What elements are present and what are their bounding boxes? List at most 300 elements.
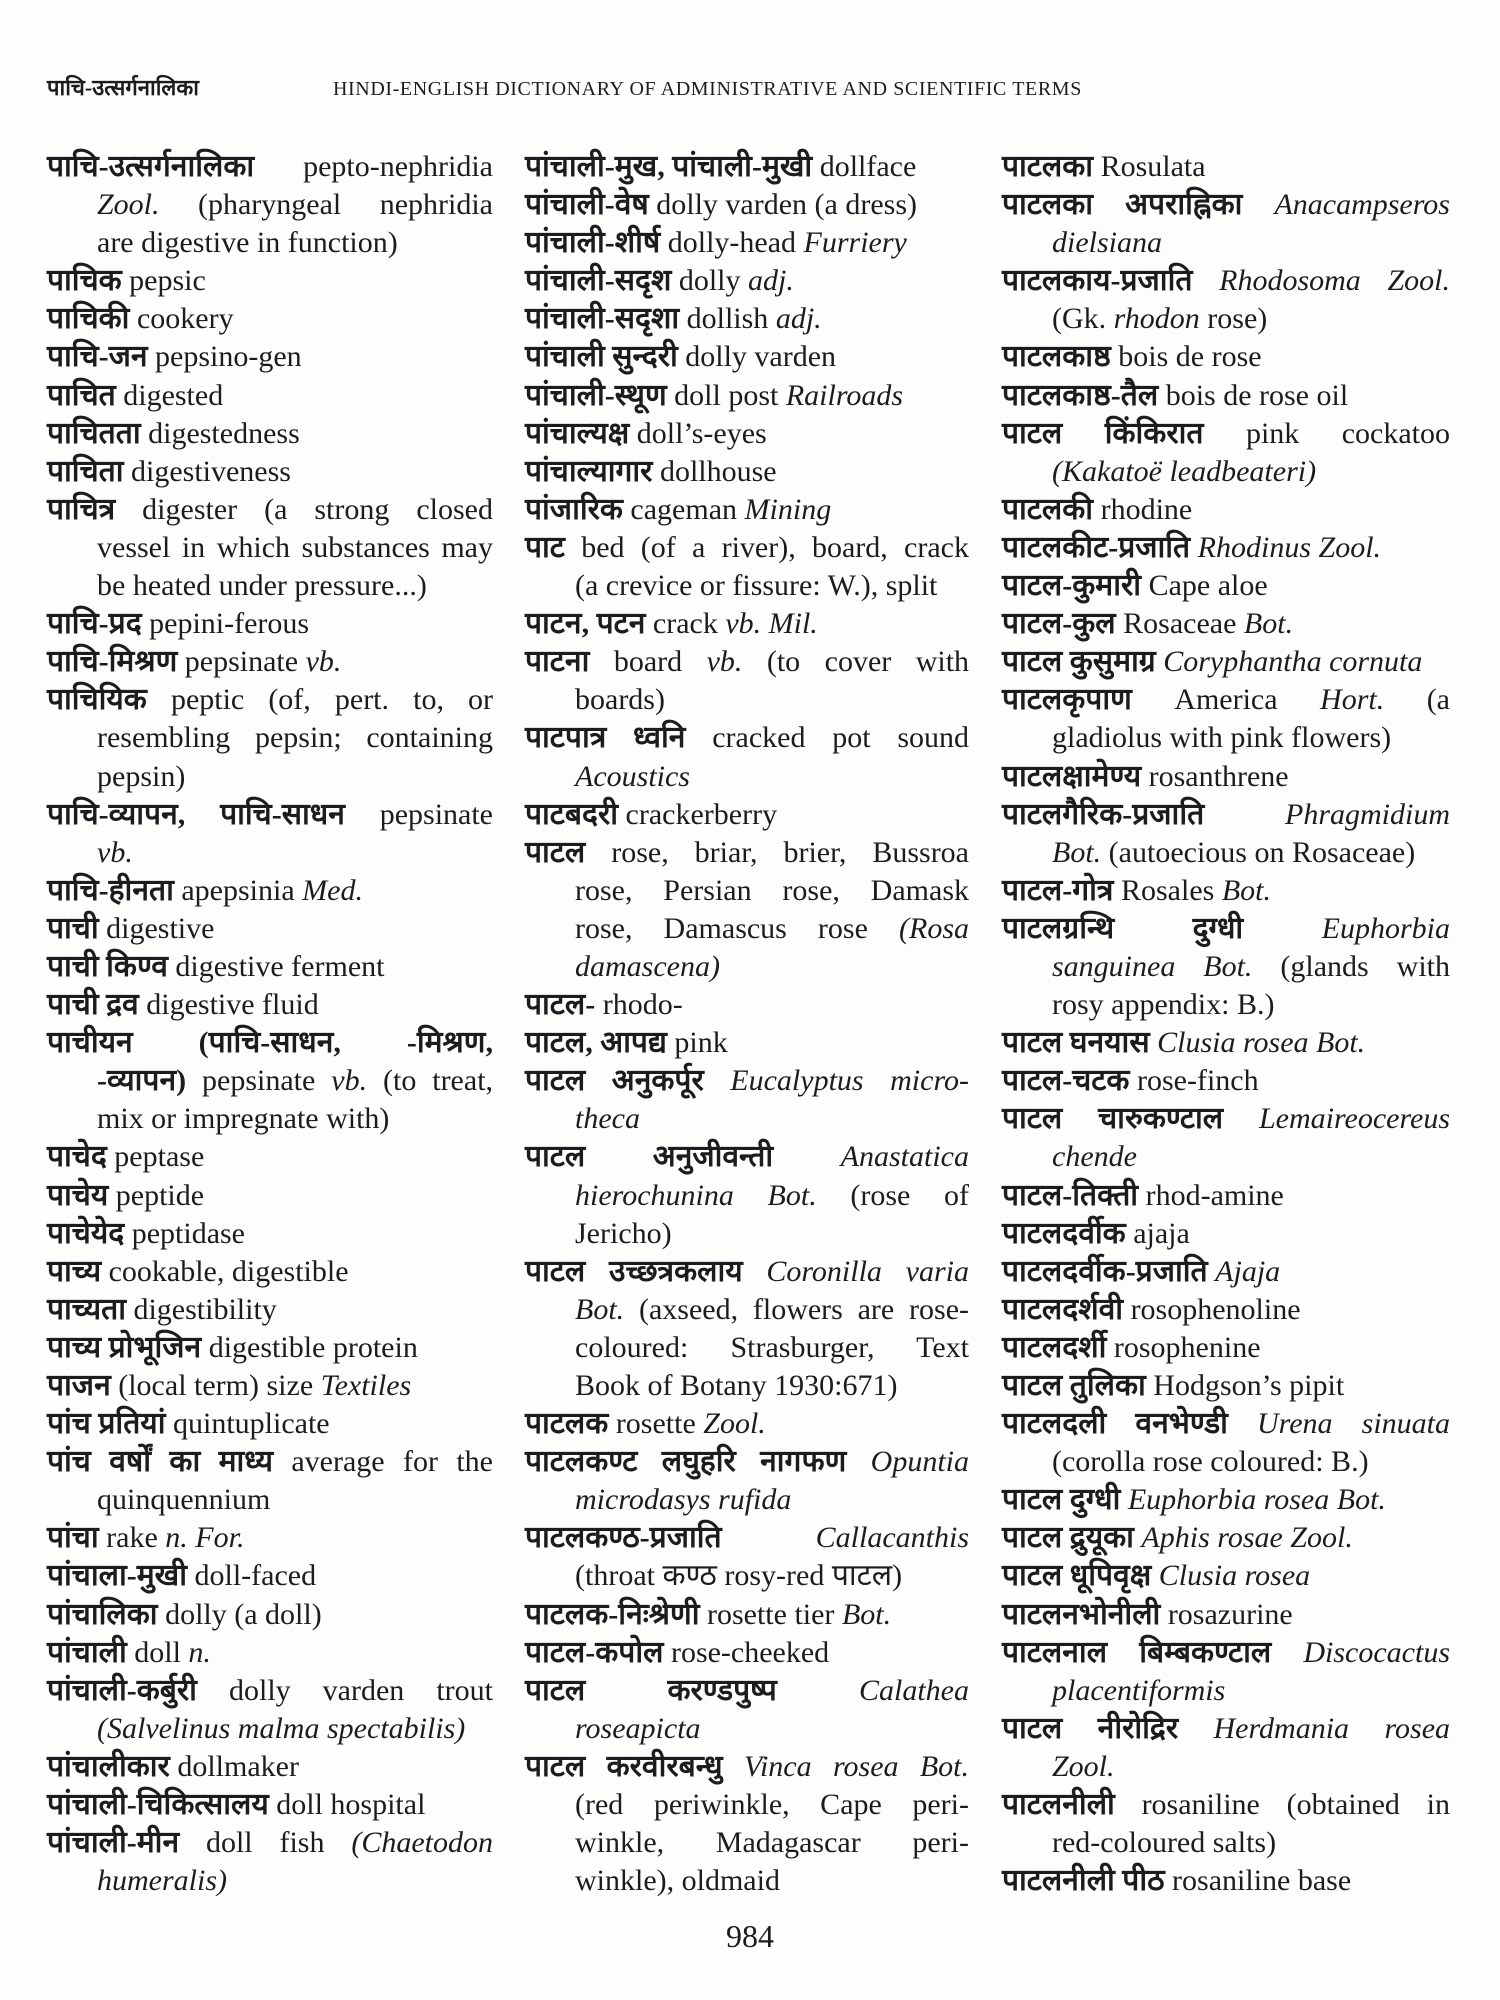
definition-text: (red periwinkle, Cape peri- [575,1788,969,1822]
headword: पांचाली-मीन [47,1826,180,1860]
definition-text: pepsinate [184,645,299,679]
entry-line [525,872,969,910]
entry-line [1002,1291,1450,1329]
headword: पाच्यता [47,1292,126,1326]
headword: पाटल अनुकर्पूर [525,1064,704,1098]
entry-line [525,1215,969,1253]
definition-text: digestive [106,911,215,945]
headword: पाटल- [525,988,596,1022]
italic-label: Urena sinuata [1257,1407,1451,1441]
definition-text: digestiveness [131,454,291,488]
headword: पाटल उच्छत्रकलाय [525,1254,743,1288]
entry-line [1002,872,1450,910]
entry-line [525,1405,969,1443]
dictionary-entry [47,1367,493,1405]
headword: पाटल-तिक्ती [1002,1178,1139,1212]
entry-line [525,719,969,757]
dictionary-entry [47,796,493,872]
headword: पाचि-उत्सर्गनालिका [47,150,255,183]
page-number: 984 [726,1918,774,1954]
italic-label: n. [188,1635,211,1669]
headword: पांचाली-सदृश [525,264,672,298]
italic-label: Phragmidium [1285,797,1450,831]
headword: पाच्य प्रोभूजिन [47,1330,202,1364]
headword: पाट [525,530,565,564]
entry-line [47,1291,493,1329]
headword: पाटल करवीरबन्धु [525,1749,723,1783]
definition-text: Rosaceae [1123,607,1237,641]
italic-label: (Salvelinus malma spectabilis) [97,1711,466,1745]
definition-text: rose, briar, brier, Bussroa [611,835,970,869]
entry-line [1002,1862,1450,1900]
entry-line [525,1253,969,1291]
dictionary-entry [525,453,969,491]
entry-line [525,529,969,567]
headword: पांचा [47,1521,99,1555]
definition-text: rosazurine [1167,1597,1293,1631]
entry-line [525,796,969,834]
definition-text: quinquennium [97,1483,271,1517]
italic-label: (Rosa [899,911,969,945]
definition-text: doll hospital [276,1788,426,1822]
headword: पाटलक्षामेण्य [1002,759,1142,793]
headword: पांचाल्यागार [525,454,653,488]
dictionary-entry [525,719,969,795]
dictionary-entry [525,1634,969,1672]
dictionary-entry [1002,796,1450,872]
headword: पाटलनाल बिम्बकण्टाल [1002,1635,1272,1669]
italic-label: damascena) [575,949,720,983]
dictionary-entry [1002,1329,1450,1367]
dictionary-entry [1002,1215,1450,1253]
definition-text: (corolla rose coloured: B.) [1052,1445,1369,1479]
italic-label: Discocactus [1303,1635,1451,1669]
italic-label: vb. Mil. [725,607,818,641]
dictionary-entry [525,148,969,186]
dictionary-entry [47,148,493,262]
dictionary-entry [1002,1024,1450,1062]
entry-line [47,1329,493,1367]
headword: पाचीयन (पाचि-साधन, -मिश्रण, [47,1026,493,1060]
headword: पाचि-व्यापन, पाचि-साधन [47,797,345,831]
dictionary-entry [1002,1405,1450,1481]
dictionary-entry [47,1786,493,1824]
entry-line [1002,224,1450,262]
dictionary-entry [525,377,969,415]
dictionary-entry [525,224,969,262]
entry-line [47,1253,493,1291]
entry-line [47,529,493,567]
italic-label: Acoustics [575,759,690,793]
dictionary-entry [1002,1100,1450,1176]
definition-text: pink [674,1026,728,1060]
dictionary-entry [47,491,493,605]
dictionary-entry [1002,1710,1450,1786]
headword: पाचि-जन [47,340,148,374]
italic-label: Textiles [320,1369,412,1402]
entry-line [1002,681,1450,719]
headword: पांचाल्यक्ष [525,416,630,450]
dictionary-entry [525,415,969,453]
entry-line [47,758,493,796]
dictionary-entry [525,1748,969,1900]
italic-label: Anastatica [840,1140,969,1174]
definition-text: digestedness [148,416,300,450]
italic-label: adj. [748,264,794,298]
definition-text: (autoecious on Rosaceae) [1108,835,1416,869]
dictionary-entry [525,1596,969,1634]
entry-line [1002,910,1450,948]
column-3 [1002,148,1450,1900]
definition-text: rosette [615,1407,696,1441]
entry-line [47,1405,493,1443]
entry-line [525,605,969,643]
definition-text: pepsic [129,264,206,298]
dictionary-entry [1002,1786,1450,1862]
headword: पाटलकी [1002,492,1094,526]
definition-text: peptidase [131,1216,245,1250]
dictionary-entry [47,1138,493,1176]
dictionary-entry [47,1824,493,1900]
entry-line [47,1824,493,1862]
dictionary-entry [47,986,493,1024]
headword: पाटलकीट-प्रजाति [1002,530,1191,564]
definition-text: (a crevice or fissure: W.), split [575,569,938,603]
headword: पाटल घनयास [1002,1026,1150,1060]
entry-line [1002,1824,1450,1862]
italic-label: vb. [331,1064,368,1098]
italic-label: Euphorbia rosea Bot. [1127,1483,1386,1517]
headword: पाटलग्रन्थि दुग्धी [1002,911,1244,945]
dictionary-entry [47,910,493,948]
definition-text: dollface [819,150,917,183]
headword: पाटलदर्शी [1002,1330,1107,1364]
headword: पाटल किंकिरात [1002,416,1204,450]
entry-line [1002,1481,1450,1519]
entry-line [47,605,493,643]
italic-label: Bot. [1221,873,1271,907]
entry-line [47,148,493,186]
entry-line [525,1367,969,1405]
definition-text: vessel in which substances may [97,530,493,564]
dictionary-entry [47,1596,493,1634]
entry-line [47,1634,493,1672]
headword: पाटलगैरिक-प्रजाति [1002,797,1205,831]
definition-text: dolly (a doll) [165,1597,322,1631]
entry-line [1002,1672,1450,1710]
definition-text: dollmaker [177,1749,299,1783]
italic-label: roseapicta [575,1711,701,1745]
italic-label: placentiformis [1052,1673,1226,1707]
entry-line [47,796,493,834]
definition-text: doll fish [205,1826,325,1860]
dictionary-entry [1002,1367,1450,1405]
dictionary-entry [525,262,969,300]
dictionary-entry [1002,758,1450,796]
headword: पांचाला-मुखी [47,1559,187,1593]
entry-line [1002,719,1450,757]
dictionary-entry [47,872,493,910]
italic-label: Bot. [1243,607,1294,641]
definition-text: peptide [115,1178,205,1212]
entry-line [525,1062,969,1100]
definition-text: rosy appendix: B.) [1052,988,1275,1022]
dictionary-entry [1002,1062,1450,1100]
dictionary-entry [47,262,493,300]
definition-text: board [613,645,683,679]
entry-line [1002,262,1450,300]
headword: पाटन, पटन [525,607,646,641]
definition-text: crack [652,607,718,641]
dictionary-entry [47,1177,493,1215]
headword: पाटल करण्डपुष्प [525,1673,777,1707]
definition-text: (glands with [1280,949,1450,983]
definition-text: (pharyngeal nephridia [197,188,493,222]
entry-line [1002,834,1450,872]
definition-text: (to treat, [383,1064,494,1098]
headword: पाटल [525,835,586,869]
entry-line [1002,1519,1450,1557]
definition-text: dolly-head [667,226,797,260]
entry-line [525,910,969,948]
entry-line [1002,1329,1450,1367]
dictionary-entry [525,1062,969,1138]
definition-text: Jericho) [575,1216,672,1250]
definition-text: dollish [686,302,769,336]
dictionary-entry [525,986,969,1024]
entry-line [47,1672,493,1710]
entry-line [525,377,969,415]
headword: पाटना [525,645,590,679]
dictionary-entry [1002,148,1450,186]
entry-line [47,1748,493,1786]
headword: पांच प्रतियां [47,1407,166,1441]
definition-text: cracked pot sound [712,721,970,755]
entry-line [1002,415,1450,453]
dictionary-entry [47,605,493,643]
italic-label: Railroads [785,378,904,412]
headword: पाटलकाय-प्रजाति [1002,264,1193,298]
dictionary-entry [1002,377,1450,415]
italic-label: vb. [706,645,743,679]
headword: पाटल दुग्धी [1002,1483,1121,1517]
headword: पाचेय [47,1178,109,1212]
dictionary-entry [1002,1862,1450,1900]
headword: पाटलक [525,1407,609,1441]
definition-text: quintuplicate [172,1407,330,1441]
headword: पाटल-गोत्र [1002,873,1114,907]
italic-label: Coryphantha cornuta [1163,645,1423,679]
definition-text: bois de rose oil [1165,378,1349,412]
entry-line [47,1138,493,1176]
italic-label: Zool. [1052,1749,1115,1783]
headword: पाचियिक [47,683,147,717]
entry-line [525,1634,969,1672]
headword: पाटल-कुमारी [1002,569,1142,603]
definition-text: red-coloured salts) [1052,1826,1277,1860]
headword: पांचाली-सदृशा [525,302,680,336]
entry-line [1002,1710,1450,1748]
dictionary-entry [1002,262,1450,338]
italic-label: Eucalyptus micro- [730,1064,969,1098]
dictionary-entry [1002,1481,1450,1519]
definition-text: rhodine [1100,492,1193,526]
column-2 [525,148,969,1900]
definition-text: dollhouse [659,454,777,488]
headword: पांचाली-मुख, पांचाली-मुखी [525,150,813,183]
definition-text: rose-cheeked [670,1635,830,1669]
italic-label: Bot. [1052,835,1102,869]
italic-label: Aphis rosae Zool. [1141,1521,1353,1555]
dictionary-entry [1002,1596,1450,1634]
headword: पाटल, आपद्य [525,1026,667,1060]
definition-text: pepsin) [97,759,186,793]
dictionary-entry [47,948,493,986]
devanagari-gloss: पाटल) [831,1559,903,1593]
entry-line [47,1024,493,1062]
definition-text: (to cover with [766,645,970,679]
devanagari-gloss: कण्ठ [662,1559,717,1593]
definition-text: doll [134,1635,181,1669]
italic-label: chende [1052,1140,1137,1174]
entry-line [525,224,969,262]
dictionary-entry [525,1405,969,1443]
definition-text: ajaja [1133,1216,1190,1250]
headword: पांच वर्षों का माध्य [47,1445,273,1479]
entry-line [1002,453,1450,491]
definition-text: doll-faced [194,1559,317,1593]
entry-line [47,643,493,681]
definition-text: dolly [678,264,741,298]
definition-text: digestible protein [208,1330,418,1364]
dictionary-entry [1002,1634,1450,1710]
definition-text: rake [106,1521,158,1555]
italic-label: Clusia rosea Bot. [1157,1026,1366,1060]
headword: पाच्य [47,1254,102,1288]
italic-label: Bot. [575,1292,625,1326]
definition-text: peptic (of, pert. to, or [170,683,494,717]
definition-text: rose) [1207,302,1268,336]
italic-label: Vinca rosea Bot. [743,1749,969,1783]
dictionary-entry [525,1253,969,1405]
entry-line [525,1862,969,1900]
definition-text: America [1174,683,1278,717]
dictionary-entry [525,491,969,529]
entry-line [47,1862,493,1900]
headword: पांचाली-शीर्ष [525,226,661,260]
definition-text: Hodgson’s pipit [1153,1369,1345,1402]
italic-label: Rhodinus Zool. [1197,530,1382,564]
dictionary-entry [1002,643,1450,681]
italic-label: Callacanthis [815,1521,969,1555]
entry-line [525,1557,969,1595]
entry-line [525,1024,969,1062]
entry-line [1002,605,1450,643]
headword: पाचि-मिश्रण [47,645,178,679]
headword: पाटल अनुजीवन्ती [525,1140,774,1174]
definition-text: gladiolus with pink flowers) [1052,721,1392,755]
definition-text: cageman [630,492,738,526]
definition-text: winkle), oldmaid [575,1864,780,1898]
entry-line [47,1481,493,1519]
dictionary-entry [1002,529,1450,567]
italic-label: Hort. [1320,683,1385,717]
entry-line [47,1443,493,1481]
entry-line [1002,338,1450,376]
italic-label: Med. [302,873,363,907]
entry-line [1002,148,1450,186]
headword: पाटल कुसुमाग्र [1002,645,1156,679]
dictionary-entry [525,1024,969,1062]
headword: पांचाली-चिकित्सालय [47,1788,269,1822]
headword: पाटलदर्वीक-प्रजाति [1002,1254,1208,1288]
entry-line [1002,796,1450,834]
entry-line [47,1100,493,1138]
italic-label: sanguinea Bot. [1052,949,1253,983]
definition-text: Book of Botany 1930:671) [575,1369,898,1402]
entry-line [525,1291,969,1329]
definition-text: crackerberry [625,797,778,831]
headword: पाटलनभोनीली [1002,1597,1161,1631]
headword: पाटलका अपराह्निका [1002,188,1243,222]
entry-line [525,1481,969,1519]
headword: पाटलकाष्ठ-तैल [1002,378,1159,412]
entry-line [1002,1786,1450,1824]
entry-line [1002,758,1450,796]
entry-line [525,1443,969,1481]
definition-text: average for the [291,1445,493,1479]
entry-line [525,453,969,491]
definition-text: rose, Persian rose, Damask [575,873,969,907]
entry-line [525,1100,969,1138]
headword: पाटलनीली [1002,1788,1115,1822]
italic-label: Lemaireocereus [1258,1102,1450,1136]
entry-line [1002,1405,1450,1443]
dictionary-entry [525,1519,969,1595]
dictionary-entry [47,681,493,795]
headword: पाची किण्व [47,949,168,983]
dictionary-entry [47,377,493,415]
dictionary-entry [1002,1557,1450,1595]
entry-line [1002,186,1450,224]
entry-line [1002,1177,1450,1215]
entry-line [47,453,493,491]
headword: पाटलदर्वीक [1002,1216,1126,1250]
definition-text: pepsino-gen [155,340,302,374]
definition-text: (rose of [850,1178,970,1212]
entry-line [1002,1596,1450,1634]
dictionary-entry [47,1405,493,1443]
headword: पाटल-चटक [1002,1064,1130,1098]
headword: पाचेयेद [47,1216,125,1250]
headword: पाटलकृपाण [1002,683,1132,717]
definition-text: rosaniline base [1172,1864,1352,1898]
definition-text: rosaniline (obtained in [1141,1788,1450,1822]
headword: पांचालीकार [47,1749,170,1783]
italic-label: Calathea [859,1673,969,1707]
dictionary-entry [47,415,493,453]
entry-line [47,872,493,910]
entry-line [525,1138,969,1176]
definition-text: digestibility [133,1292,277,1326]
italic-label: theca [575,1102,640,1136]
headword: पाटलकण्ठ-प्रजाति [525,1521,722,1555]
entry-line [1002,1443,1450,1481]
dictionary-entry [47,300,493,338]
dictionary-entry [1002,1519,1450,1557]
italic-label: Zool. [703,1407,766,1441]
definition-text: rosette tier [706,1597,835,1631]
